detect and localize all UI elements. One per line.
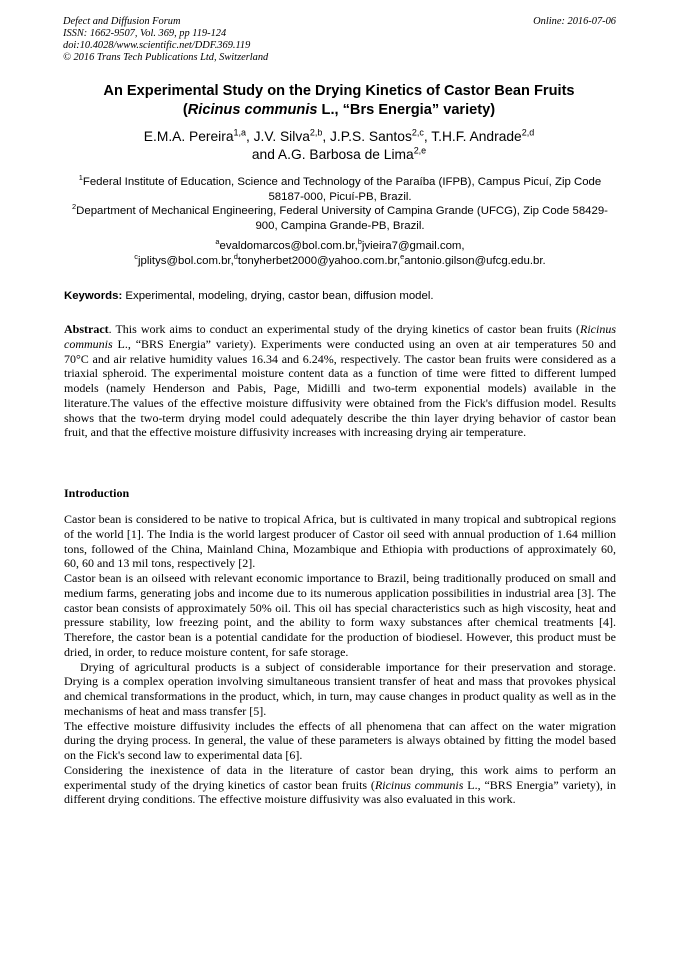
affiliation-text: Federal Institute of Education, Science and Technology of the Paraíba (IFPB), Campus Picuí, Zip Code 58187-000, Picuí-PB, Brazil. [82,176,602,203]
doi-line: doi:10.4028/www.scientific.net/DDF.369.119 [63,40,251,51]
keywords-text: Experimental, modeling, drying, castor bean, diffusion model. [122,290,434,302]
journal-header [63,16,616,64]
author-emails [62,239,618,269]
intro-text: Considering the inexistence of data in the literature of castor bean drying, this work aims to perform an experimental study of the drying kinetics of castor bean fruits ( [64,762,616,792]
introduction-body [64,512,616,807]
intro-species: Ricinus communis [374,777,464,792]
email-link[interactable]: jvieira7@gmail.com, [361,240,465,252]
author-affil-mark: 2,b [309,127,323,138]
emails-line-1 [62,239,618,254]
email-mark: e [400,252,405,262]
introduction-heading: Introduction [64,486,130,500]
intro-text: L., “BRS Energia” variety), in different drying conditions. The effective moisture diffusivity was also evaluated in this work. [64,777,617,807]
affiliation-text: Department of Mechanical Engineering, Federal University of Campina Grande (UFCG), Zip Code 58429-900, Campina Grande-PB, Brazil. [76,205,608,232]
author-name: , J.V. Silva [245,129,310,144]
abstract-text: . This work aims to conduct an experimental study of the drying kinetics of castor bean fruits ( [108,322,580,336]
journal-name: Defect and Diffusion Forum [63,16,181,27]
abstract-label: Abstract [64,322,109,336]
intro-paragraph-3: Drying of agricultural products is a subject of considerable importance for their preservation and storage. Drying is a complex operation involving simultaneous transient transfer of heat and mass that provokes physical and chemical transformations in the product, which, in turn, may cause changes in product quality as well as in the mechanisms of heat and mass transfer [5]. [64,659,616,718]
issn-line: ISSN: 1662-9507, Vol. 369, pp 119-124 [63,28,227,39]
authors-line-2 [40,146,638,164]
author-affil-mark: 1,a [233,127,246,138]
keywords-label: Keywords: [64,290,123,302]
email-link[interactable]: antonio.gilson@ufcg.edu.br. [404,255,546,267]
title-variety: L., “Brs Energia” variety) [317,102,496,118]
intro-paragraph-5 [64,763,616,807]
author-name: , T.H.F. Andrade [423,129,522,144]
copyright-line: © 2016 Trans Tech Publications Ltd, Switzerland [63,52,269,63]
affiliation-mark: 1 [78,173,83,183]
email-link[interactable]: evaldomarcos@bol.com.br, [219,240,358,252]
affiliation-2 [62,204,618,233]
email-mark: b [357,237,362,247]
author-affil-mark: 2,e [413,144,427,155]
author-list [40,128,638,163]
email-mark: d [233,252,238,262]
intro-paragraph-4: The effective moisture diffusivity includes the effects of all phenomena that can affect on the water migration during the drying process. In general, the value of these parameters is always obtained by fitting the model based on the Fick's second law to experimental data [6]. [64,718,616,762]
author-name: E.M.A. Pereira [143,129,234,144]
authors-line-1 [40,128,638,146]
abstract [64,322,616,440]
title-line-1: An Experimental Study on the Drying Kinetics of Castor Bean Fruits [103,83,575,99]
paper-title [40,82,638,120]
author-name: and A.G. Barbosa de Lima [251,146,414,162]
author-affil-mark: 2,c [411,127,424,138]
affiliation-mark: 2 [72,202,77,212]
abstract-text: L., “BRS Energia” variety). Experiments were conducted using an oven at air temperatures 50 and 70°C and air relative humidity values 16.34 and 6.24%, respectively. The castor bean fruits were considered as a triaxial spheroid. The experimental moisture content data as a function of time were fitted to different lumped models (namely Henderson and Pabis, Page, Midilli and two-term exponential models) available in the literature.The values of the effective moisture diffusivity were obtained from the Fick's diffusion model. Results shows that the two-term drying model could adequately describe the thin layer drying behavior of castor bean fruit, and that the effective moisture diffusivity increases with increasing drying air temperature. [64,336,616,440]
email-link[interactable]: jplitys@bol.com.br, [138,255,234,267]
email-mark: c [134,252,138,262]
title-line-2 [40,101,638,120]
title-species: Ricinus communis [187,102,318,118]
abstract-paragraph [64,322,616,440]
title-open-paren: ( [182,102,188,118]
author-affil-mark: 2,d [521,127,535,138]
online-date: Online: 2016-07-06 [533,16,616,27]
intro-paragraph-1: Castor bean is considered to be native to tropical Africa, but is cultivated in many tropical and subtropical regions of the world [1]. The India is the world largest producer of Castor oil seed with annual production of 1.64 million tons, followed of the China, Mainland China, Mozambique and Ethiopia with productions of approximately 60, 60, 60 and 13 mil tons, respectively [2]. [64,512,616,571]
keywords [64,289,616,303]
abstract-species: Ricinus communis [64,322,616,351]
affiliation-1 [62,175,618,204]
author-name: , J.P.S. Santos [322,129,412,144]
emails-line-2 [62,254,618,269]
email-mark: a [215,237,220,247]
email-link[interactable]: tonyherbet2000@yahoo.com.br, [237,255,401,267]
intro-paragraph-2: Castor bean is an oilseed with relevant economic importance to Brazil, being traditionally produced on small and medium farms, generating jobs and income due to its numerous application possibilities in industrial area [3]. The castor bean consists of approximately 50% oil. This oil has special characteristics such as high viscosity, heat and pressure stability, low freezing point, and the ability to form waxy substances after chemical treatments [4]. Therefore, the castor bean is a potential candidate for the production of biodiesel. However, this product must be dried, in order, to reduce moisture content, for safe storage. [64,571,616,659]
